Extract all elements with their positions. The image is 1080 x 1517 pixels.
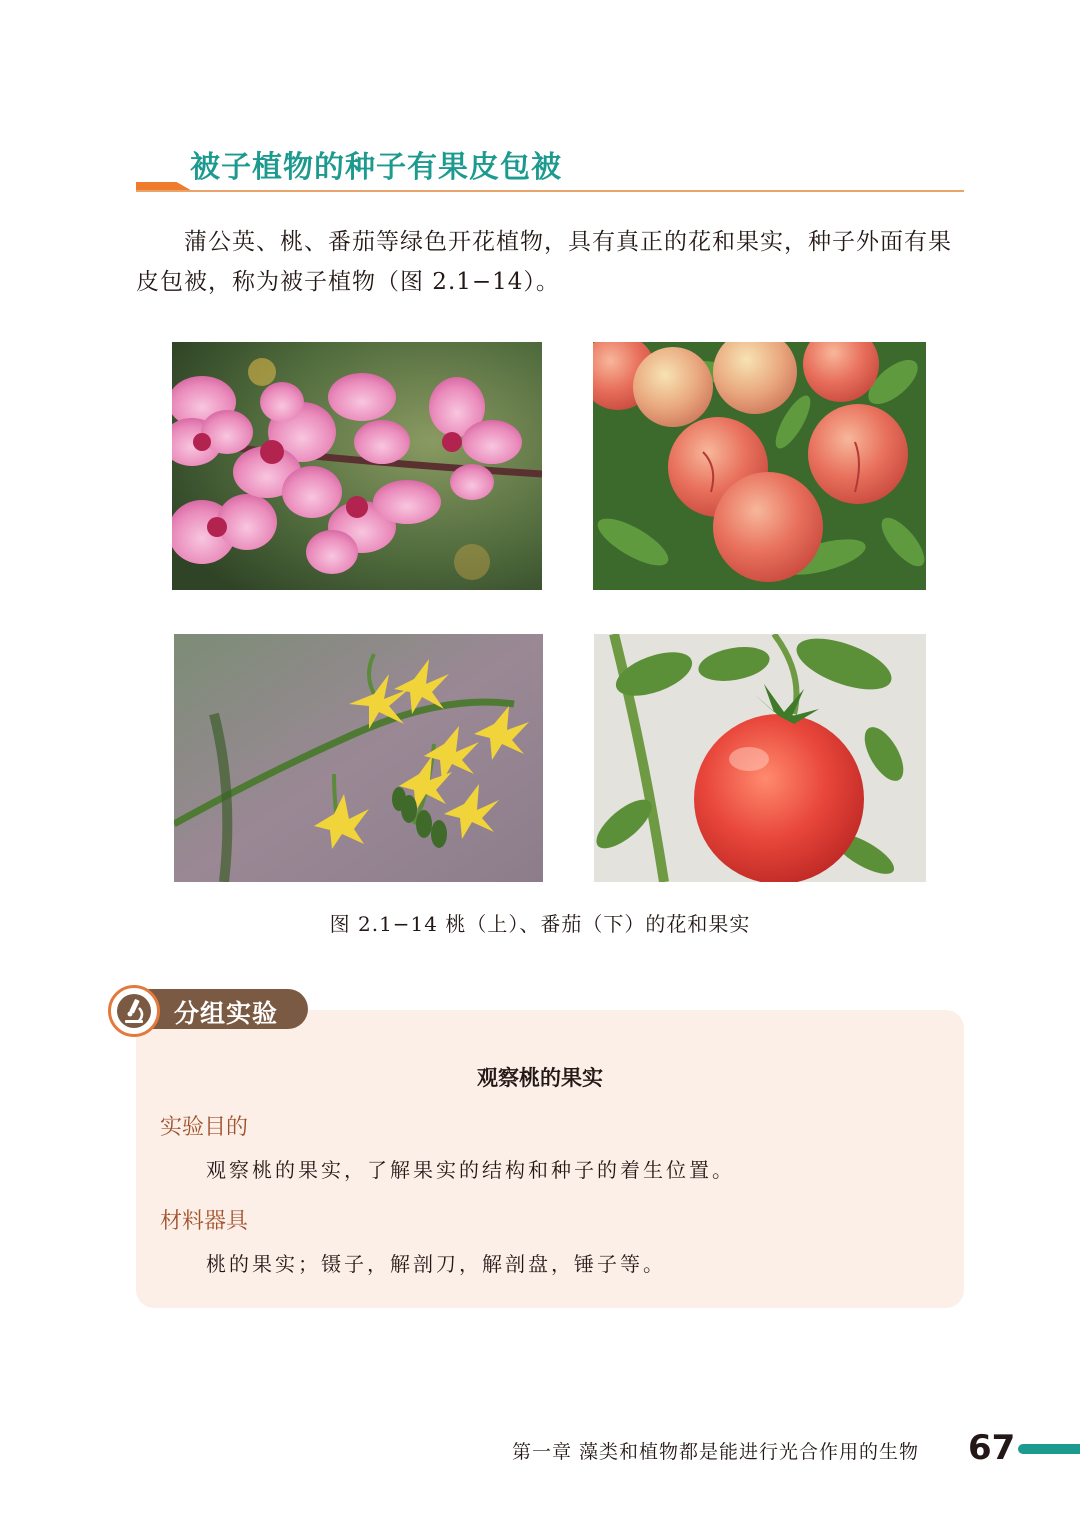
title-underline xyxy=(136,190,964,192)
tomato-fruit-photo xyxy=(594,634,926,882)
body-paragraph: 蒲公英、桃、番茄等绿色开花植物，具有真正的花和果实，种子外面有果皮包被，称为被子植物（图 2.1−14）。 xyxy=(136,229,952,295)
figure-caption: 图 2.1−14 桃（上）、番茄（下）的花和果实 xyxy=(329,912,751,936)
purpose-label: 实验目的 xyxy=(160,1115,249,1140)
page-number: 67 xyxy=(968,1428,1016,1468)
purpose-text: 观察桃的果实，了解果实的结构和种子的着生位置。 xyxy=(206,1158,735,1182)
lab-heading: 观察桃的果实 xyxy=(477,1066,603,1090)
microscope-icon xyxy=(108,985,160,1037)
chapter-title: 第一章 藻类和植物都是能进行光合作用的生物 xyxy=(512,1441,920,1463)
lab-badge-label: 分组实验 xyxy=(174,999,279,1028)
materials-text: 桃的果实；镊子，解剖刀，解剖盘，锤子等。 xyxy=(206,1252,666,1276)
peach-flower-photo xyxy=(172,342,542,590)
peach-fruit-photo xyxy=(593,342,926,590)
lab-badge xyxy=(108,985,310,1035)
footer-accent-bar xyxy=(1018,1444,1080,1454)
materials-label: 材料器具 xyxy=(160,1209,249,1234)
tomato-flower-photo xyxy=(174,634,543,882)
section-title: 被子植物的种子有果皮包被 xyxy=(190,150,562,185)
